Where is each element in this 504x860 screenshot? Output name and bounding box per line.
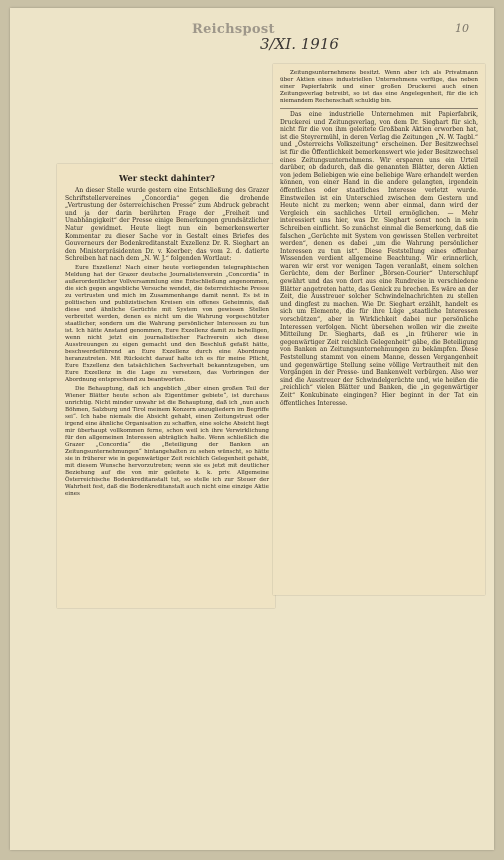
handwritten-date: 3/XI. 1916 [260, 35, 339, 53]
intro-paragraph: An dieser Stelle wurde gestern eine Entschließung des Grazer Schriftstellervereines „Concordia“ gegen die drohende „Vertrustung der österreichischen Presse“ zum Abdruck gebracht und ja der darin berührten Frage der „Freiheit und Unabhängigkeit“ der Presse einige Bemerkungen grundsätzlicher Natur gewidmet. Heute liegt nun ein bemerkenswerter Kommentar zu dieser Sache vor in Gestalt eines Briefes des Gouverneurs der Bodenkreditanstalt Exzellenz Dr. R. Sieghart an den Ministerpräsidenten Dr. v. Koerber; das vom 2. d. datierte Schreiben hat nach dem „N. W. J.“ folgenden Wortlaut: [65, 187, 269, 263]
letter-paragraph-1: Eure Exzellenz! Nach einer heute vorliegenden telegraphischen Meldung hat der Grazer deutsche Journalistenverein „Concordia“ in außerordentlicher Vollversammlung eine Entschließung angenommen, die sich gegen angebliche Versuche wendet, die österreichische Presse zu vertrusten und mich im Zusammenhange damit nennt. Es ist in politischen und publizistischen Kreisen ein offenes Geheimnis, daß diese und ähnliche Gerüchte mit System von gewissen Stellen verbreitet werden, denen es nicht um die Wahrung vorgeschützter staatlicher, sondern um die Wahrung persönlicher Interessen zu tun ist. Ich hätte Anstand genommen, Eure Exzellenz damit zu behelligen, wenn nicht jetzt ein journalistischer Fachverein sich diese Ausstreuungen zu eigen gemacht und den Beschluß gefaßt hätte, beschwerdeführend an Eure Exzellenz durch eine Abordnung heranzutreten. Mit Rücksicht darauf halte ich es für meine Pflicht, Eure Exzellenz den tatsächlichen Sachverhalt bekanntzugeben, um Eure Exzellenz in die Lage zu versetzen, das Vorbringen der Abordnung entsprechend zu beantworten. [65, 264, 269, 383]
archive-sheet [10, 8, 494, 850]
separator-line [280, 108, 478, 109]
right-clipping [273, 64, 485, 595]
letter-paragraph-2: Die Behauptung, daß ich angeblich „über einen großen Teil der Wiener Blätter heute schon als Eigentümer gebiete“, ist durchaus unrichtig. Nicht minder unwahr ist die Behauptung, daß ich „nun auch Böhmen, Salzburg und Tirol meinem Konzern anzugliedern im Begriffe sei“. Ich habe niemals die Absicht gehabt, einen Zeitungstrust oder irgend eine ähnliche Organisation zu schaffen, eine solche Absicht liegt mir überhaupt vollkommen ferne, schon weil ich ihre Verwirklichung für den allgemeinen Interessen abträglich halte. Wenn schließlich die Grazer „Concordia“ die „Beteiligung der Banken an Zeitungsunternehmungen“ hintangehalten zu sehen wünscht, so hätte sie in früherer wie in gegenwärtiger Zeit reichlich Gelegenheit gehabt, mit diesem Wunsche hervorzutreten; wenn sie es jetzt mit deutlicher Beziehung auf die von mir geleitete k. k. priv. Allgemeine Österreichische Bodenkreditanstalt tut, so stelle ich zur Steuer der Wahrheit fest, daß die Bodenkreditanstalt auch nicht eine einzige Aktie eines [65, 385, 269, 497]
commentary-paragraph: Das eine industrielle Unternehmen mit Papierfabrik, Druckerei und Zeitungsverlag, von dem Dr. Sieghart für sich, nicht für die von ihm geleitete Großbank Aktien erworben hat, ist die Steyrermühl, in deren Verlag die Zeitungen „N. W. Tagbl.“ und „Österreichs Volkszeitung“ erscheinen. Der Besitzwechsel ist für die Öffentlichkeit bemerkenswert wie jeder Besitzwechsel eines Zeitungsunternehmens. Wir ersparen uns ein Urteil darüber, ob dadurch, daß die genannten Blätter, deren Aktien von jedem Beliebigen wie eine beliebige Ware erhandelt werden können, von einer Hand in die andere gelangten, irgendein öffentliches oder staatliches Interesse verletzt wurde. Einstweilen ist ein Unterschied zwischen dem Gestern und Heute nicht zu merken; wenn aber einmal, dann wird der Vergleich ein sachliches Urteil ermöglichen. — Mehr interessiert uns hier, was Dr. Sieghart sonst noch in sein Schreiben einflicht. So zunächst einmal die Bemerkung, daß die falschen „Gerüchte mit System von gewissen Stellen verbreitet werden“, denen es dabei „um die Wahrung persönlicher Interessen zu tun ist“. Diese Feststellung eines offenbar Wissenden verdient allgemeine Beachtung. Wir erinnerlich, waren wir erst vor wenigen Tagen veranlaßt, einem solchen Gerüchte, dem der Berliner „Börsen-Courier“ Unterschlupf gewährt und das von dort aus eine Rundreise in verschiedene Blätter angetreten hatte, das Genick zu brechen. Es wäre an der Zeit, die Ausstreuer solcher Schwindelnachrichten zu stellen und dingfest zu machen. Wie Dr. Sieghart erzählt, handelt es sich um Elemente, die für ihre Lüge „staatliche Interessen vorschützen“, aber in Wirklichkeit dabei nur persönliche Interessen verfolgen. Nicht übersehen wollen wir die zweite Mitteilung Dr. Siegharts, daß es „in früherer wie in gegenwärtiger Zeit reichlich Gelegenheit“ gäbe, die Beteiligung von Banken an Zeitungsunternehmungen zu bekämpfen. Diese Feststellung stammt von einem Manne, dessen Vergangenheit und gegenwärtige Stellung seine völlige Vertrautheit mit den Vorgängen in der Presse- und Bankenwelt verbürgen. Also wer sind die Ausstreuer der Schwindelgerüchte und, wie heißen die „reichlich“ vielen Blätter und Banken, die „in gegenwärtiger Zeit“ Konkubinate eingingen? Hier beginnt in der Tat ein öffentliches Interesse. [280, 111, 478, 407]
letter-continuation: Zeitungsunternehmens besitzt. Wenn aber ich als Privatmann über Aktien eines industriellen Unternehmens verfüge, das neben einer Papierfabrik und einer großen Druckerei auch einen Zeitungsverlag betreibt, so ist das eine Angelegenheit, für die ich niemandem Rechenschaft schuldig bin. [280, 70, 478, 104]
newspaper-stamp: Reichspost [192, 22, 275, 37]
left-clipping [57, 164, 275, 608]
page-number: 10 [455, 22, 469, 35]
article-headline: Wer steckt dahinter? [119, 173, 215, 183]
